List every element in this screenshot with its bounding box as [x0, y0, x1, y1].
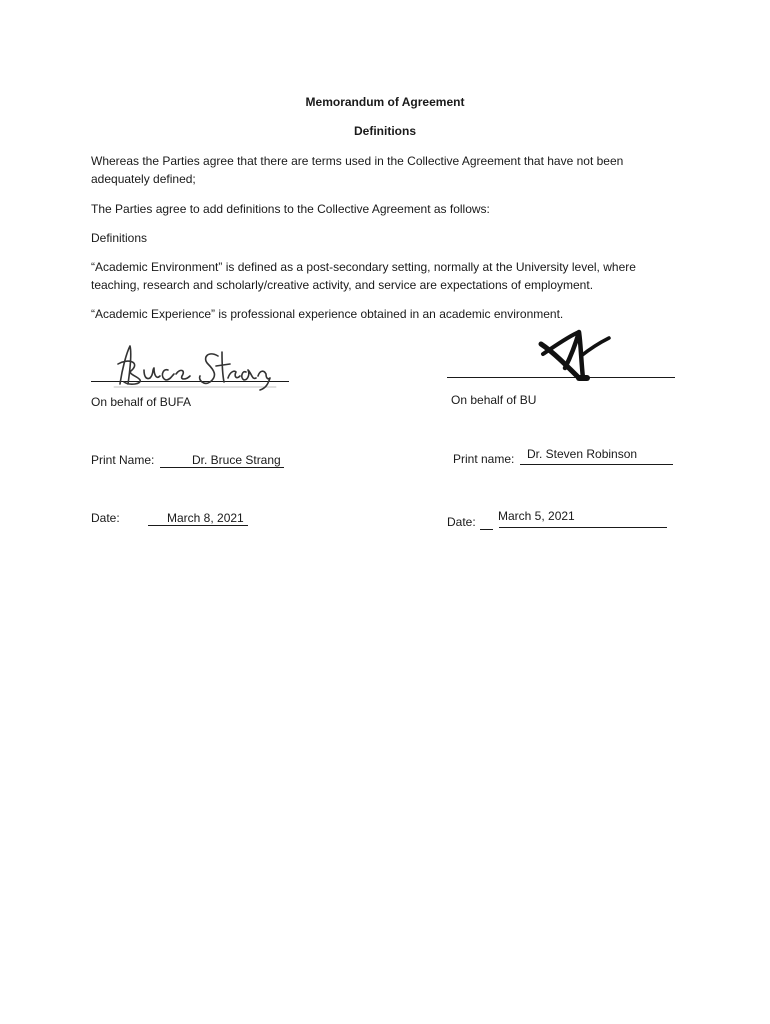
signature-bruce-strang — [110, 340, 280, 392]
date-value-right: March 5, 2021 — [498, 509, 575, 523]
print-name-value-right: Dr. Steven Robinson — [527, 447, 638, 461]
print-name-value-left: Dr. Bruce Strang — [160, 453, 284, 468]
signature-steven-robinson — [535, 328, 615, 386]
date-line-right-short — [480, 529, 493, 530]
date-label-right: Date: — [447, 515, 476, 529]
print-name-label-right: Print name: — [453, 452, 515, 466]
paragraph-agree: The Parties agree to add definitions to the Collective Agreement as follows: — [91, 202, 490, 216]
date-value-left: March 8, 2021 — [148, 511, 248, 526]
paragraph-definitions-heading: Definitions — [91, 231, 148, 245]
document-title: Memorandum of Agreement — [305, 95, 465, 109]
paragraph-academic-environment: “Academic Environment” is defined as a post-secondary setting, normally at the University level, where teaching, research and scholarly/creative activity, and service are expectations of employment. — [91, 260, 636, 292]
date-line-right — [499, 527, 667, 528]
behalf-bu-label: On behalf of BU — [451, 393, 537, 407]
behalf-bufa-label: On behalf of BUFA — [91, 395, 192, 409]
date-label-left: Date: — [91, 511, 120, 525]
document-subtitle: Definitions — [354, 124, 416, 138]
print-name-line-right — [520, 464, 673, 465]
paragraph-whereas: Whereas the Parties agree that there are terms used in the Collective Agreement that have not been adequately defined; — [91, 154, 624, 186]
paragraph-academic-experience: “Academic Experience” is professional experience obtained in an academic environment. — [91, 307, 564, 321]
print-name-label-left: Print Name: — [91, 453, 155, 467]
